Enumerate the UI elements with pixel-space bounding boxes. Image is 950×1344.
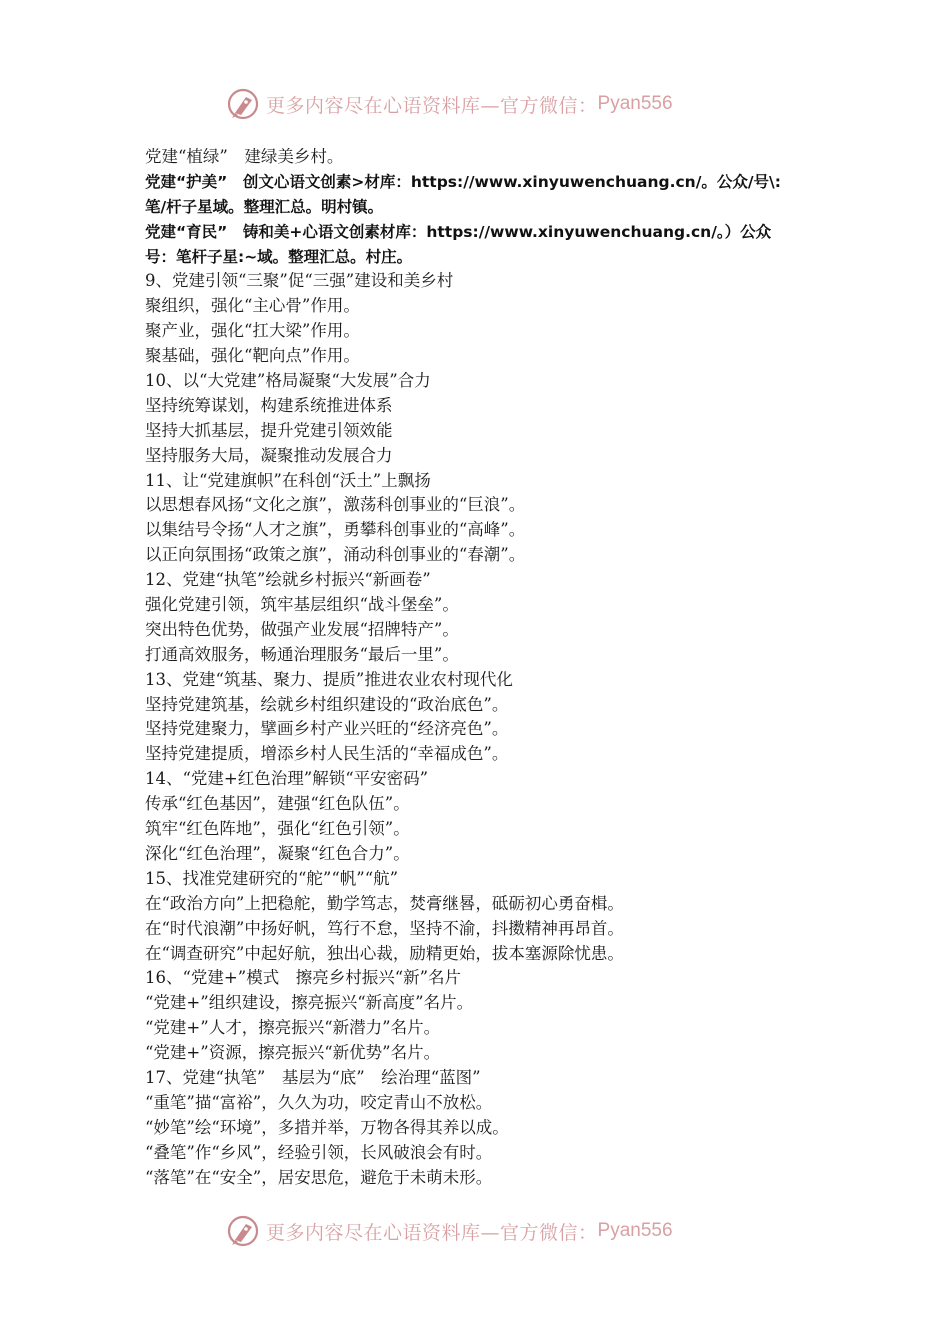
text-line: “叠笔”作“乡风”，经验引领，长风破浪会有时。 xyxy=(145,1142,493,1162)
text-line: 在“时代浪潮”中扬好帆，笃行不怠，坚持不渝，抖擞精神再昂首。 xyxy=(145,918,624,938)
text-line: 坚持统筹谋划，构建系统推进体系 xyxy=(145,395,393,415)
text-line: 坚持党建聚力，擘画乡村产业兴旺的“经济亮色”。 xyxy=(145,719,509,739)
header-watermark xyxy=(226,84,726,124)
section-heading: 16、“党建+”模式 擦亮乡村振兴“新”名片 xyxy=(145,968,462,988)
text-line: 坚持服务大局，凝聚推动发展合力 xyxy=(145,445,393,465)
section-heading: 10、以“大党建”格局凝聚“大发展”合力 xyxy=(145,371,431,391)
header-wechat-id: Pyan556 xyxy=(597,93,673,114)
text-line: 聚产业，强化“扛大梁”作用。 xyxy=(145,321,360,341)
section-heading: 9、党建引领“三聚”促“三强”建设和美乡村 xyxy=(145,271,454,291)
text-line: 以集结号令扬“人才之旗”，勇攀科创事业的“高峰”。 xyxy=(145,520,526,540)
footer-watermark xyxy=(226,1211,726,1251)
text-line: “党建+”资源，擦亮振兴“新优势”名片。 xyxy=(145,1043,441,1063)
text-line: 坚持大抓基层，提升党建引领效能 xyxy=(145,420,393,440)
text-line: 打通高效服务，畅通治理服务“最后一里”。 xyxy=(145,644,459,664)
text-line: “落笔”在“安全”，居安思危，避危于未萌未形。 xyxy=(145,1167,493,1187)
text-line: “党建+”组织建设，擦亮振兴“新高度”名片。 xyxy=(145,993,474,1013)
text-line: 在“政治方向”上把稳舵，勤学笃志，焚膏继晷，砥砺初心勇奋楫。 xyxy=(145,893,624,913)
section-heading: 13、党建“筑基、聚力、提质”推进农业农村现代化 xyxy=(145,669,513,689)
text-line: 坚持党建筑基，绘就乡村组织建设的“政治底色”。 xyxy=(145,694,509,714)
text-line: 党建“护美” 创文心语文创素>材库：https://www.xinyuwenchuang.cn/。公众/号\: xyxy=(145,172,781,191)
text-line: 坚持党建提质，增添乡村人民生活的“幸福成色”。 xyxy=(145,744,509,764)
document-body xyxy=(145,145,835,1190)
text-line: 在“调查研究”中起好航，独出心裁，励精更始，拔本塞源除忧患。 xyxy=(145,943,624,963)
text-line: 聚基础，强化“靶向点”作用。 xyxy=(145,346,360,366)
text-line: 党建“育民” 铸和美+心语文创素材库：https://www.xinyuwenchuang.cn/。）公众 xyxy=(145,222,772,241)
text-line: 笔/杆子星域。整理汇总。明村镇。 xyxy=(145,197,384,216)
text-line: 传承“红色基因”，建强“红色队伍”。 xyxy=(145,794,410,814)
text-line: 号：笔杆子星:~域。整理汇总。村庄。 xyxy=(145,247,413,266)
section-heading: 14、“党建+红色治理”解锁“平安密码” xyxy=(145,769,429,789)
text-line: 以思想春风扬“文化之旗”，激荡科创事业的“巨浪”。 xyxy=(145,495,526,515)
text-line: 深化“红色治理”，凝聚“红色合力”。 xyxy=(145,843,410,863)
text-line: 突出特色优势，做强产业发展“招牌特产”。 xyxy=(145,619,459,639)
text-line: 聚组织，强化“主心骨”作用。 xyxy=(145,296,360,316)
text-line: 筑牢“红色阵地”，强化“红色引领”。 xyxy=(145,819,410,839)
footer-wechat-id: Pyan556 xyxy=(597,1220,673,1241)
text-line: “重笔”描“富裕”，久久为功，咬定青山不放松。 xyxy=(145,1092,493,1112)
section-heading: 15、找准党建研究的“舵”“帆”“航” xyxy=(145,868,399,888)
text-line: 以正向氛围扬“政策之旗”，涌动科创事业的“春潮”。 xyxy=(145,545,526,565)
pen-nib-logo-icon xyxy=(226,87,260,121)
text-line: 党建“植绿” 建绿美乡村。 xyxy=(145,147,344,166)
section-heading: 11、让“党建旗帜”在科创“沃土”上飘扬 xyxy=(145,470,431,490)
section-heading: 17、党建“执笔” 基层为“底” 绘治理“蓝图” xyxy=(145,1067,481,1087)
footer-site-text: 更多内容尽在心语资料库—官方微信： xyxy=(266,1221,598,1244)
header-site-text: 更多内容尽在心语资料库—官方微信： xyxy=(266,94,598,117)
pen-nib-logo-icon xyxy=(226,1214,260,1248)
section-heading: 12、党建“执笔”绘就乡村振兴“新画卷” xyxy=(145,570,431,590)
text-line: 强化党建引领，筑牢基层组织“战斗堡垒”。 xyxy=(145,595,459,615)
text-line: “党建+”人才，擦亮振兴“新潜力”名片。 xyxy=(145,1018,441,1038)
text-line: “妙笔”绘“环境”，多措并举，万物各得其养以成。 xyxy=(145,1117,509,1137)
